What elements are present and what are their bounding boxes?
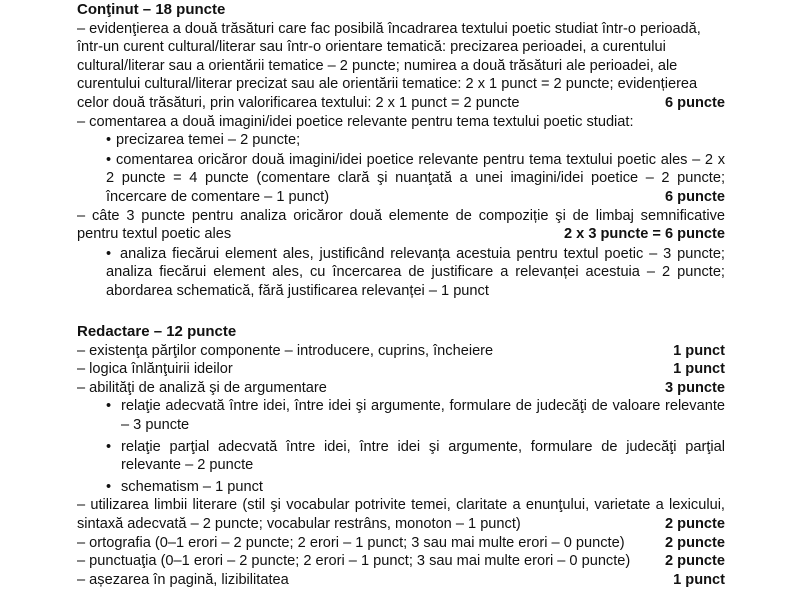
item-points: 2 puncte <box>664 553 725 570</box>
bullet-item <box>77 438 725 475</box>
redactare-item <box>77 534 725 553</box>
bullet-icon: • <box>106 245 112 262</box>
continut-item-1 <box>77 20 725 113</box>
bullet-text: analiza fiecărui element ales, justificând relevanța acestuia pentru textul poetic – 3 puncte; analiza fiecărui element ales, cu încercarea de justificare a relevanței acestuia – 2 puncte; abordarea schematică, fără justificarea relevanței – 1 punct <box>106 245 725 299</box>
item-points: 6 puncte <box>664 188 725 205</box>
bullet-text: relaţie parţial adecvată între idei, între idei şi argumente, formulare de judecăţi parţial relevante – 2 puncte <box>121 438 725 474</box>
item-text: – așezarea în pagină, lizibilitatea <box>77 571 289 588</box>
item-text: – existenţa părţilor componente – introducere, cuprins, încheiere <box>77 342 494 359</box>
item-points: 1 punct <box>673 361 725 378</box>
bullet-icon: • <box>106 132 112 149</box>
scoring-document <box>77 1 725 589</box>
redactare-item <box>77 552 725 571</box>
continut-item-2 <box>77 113 725 207</box>
redactare-item <box>77 571 725 589</box>
item-text: – logica înlănţuirii ideilor <box>77 361 233 378</box>
bullet-item <box>77 478 725 497</box>
section-heading-continut: Conţinut – 18 puncte <box>77 1 226 18</box>
item-text: – utilizarea limbii literare (stil şi vocabular potrivite temei, claritate a enunţului, varietate a lexicului, sintaxă adecvată – 2 puncte; vocabular restrâns, monoton – 1 punct) <box>77 497 725 533</box>
bullet-icon: • <box>106 151 112 168</box>
bullet-icon: • <box>106 398 112 415</box>
item-text: – punctuaţia (0–1 erori – 2 puncte; 2 erori – 1 punct; 3 sau mai multe erori – 0 puncte) <box>77 553 631 570</box>
bullet-item <box>77 397 725 434</box>
bullet-text: schematism – 1 punct <box>121 478 263 495</box>
redactare-item <box>77 496 725 533</box>
item-points: 3 puncte <box>664 379 725 396</box>
item-text: – abilităţi de analiză şi de argumentare <box>77 379 327 396</box>
bullet-icon: • <box>106 438 112 455</box>
item-points: 1 punct <box>673 342 725 359</box>
redactare-item <box>77 342 725 361</box>
continut-item-3 <box>77 207 725 301</box>
item-text: – comentarea a două imagini/idei poetice relevante pentru tema textului poetic studiat: <box>77 113 634 130</box>
bullet-item <box>77 245 725 301</box>
bullet-item <box>77 131 725 150</box>
item-text: – evidenţierea a două trăsături care fac posibilă încadrarea textului poetic studiat într-o perioadă, într-un curent cultural/literar sau într-o orientare tematică: precizarea perioadei, a curentului cultural/literar sau a orientării tematice – 2 puncte; numirea a două trăsături ale perioadei, ale curentului cultural/literar precizat sau ale orientării tematice: 2 x 1 punct = 2 puncte; evidențierea celor două trăsături, prin valorificarea textului: 2 x 1 punct = 2 puncte <box>77 20 701 111</box>
redactare-item <box>77 379 725 398</box>
item-points: 2 puncte <box>664 516 725 533</box>
item-text: – ortografia (0–1 erori – 2 puncte; 2 erori – 1 punct; 3 sau mai multe erori – 0 puncte) <box>77 534 625 551</box>
item-points: 1 punct <box>673 571 725 588</box>
bullet-text: comentarea oricăror două imagini/idei poetice relevante pentru tema textului poetic ales – 2 x 2 puncte = 4 puncte (comentare clară şi nuanţată a unei imagini/idei poetice – 2 puncte; încercare de comentare – 1 punct) <box>106 151 725 205</box>
bullet-item <box>77 151 725 207</box>
bullet-text: relaţie adecvată între idei, între idei şi argumente, formulare de judecăţi de valoare relevante – 3 puncte <box>121 398 725 434</box>
bullet-text: precizarea temei – 2 puncte; <box>116 132 301 149</box>
item-text: – câte 3 puncte pentru analiza oricăror două elemente de compoziție şi de limbaj semnificative pentru textul poetic ales <box>77 207 725 243</box>
section-heading-redactare: Redactare – 12 puncte <box>77 323 237 341</box>
item-points: 2 puncte <box>664 534 725 551</box>
bullet-icon: • <box>106 478 112 495</box>
item-points: 6 puncte <box>664 94 725 111</box>
redactare-item <box>77 360 725 379</box>
item-points: 2 x 3 puncte = 6 puncte <box>564 226 725 243</box>
